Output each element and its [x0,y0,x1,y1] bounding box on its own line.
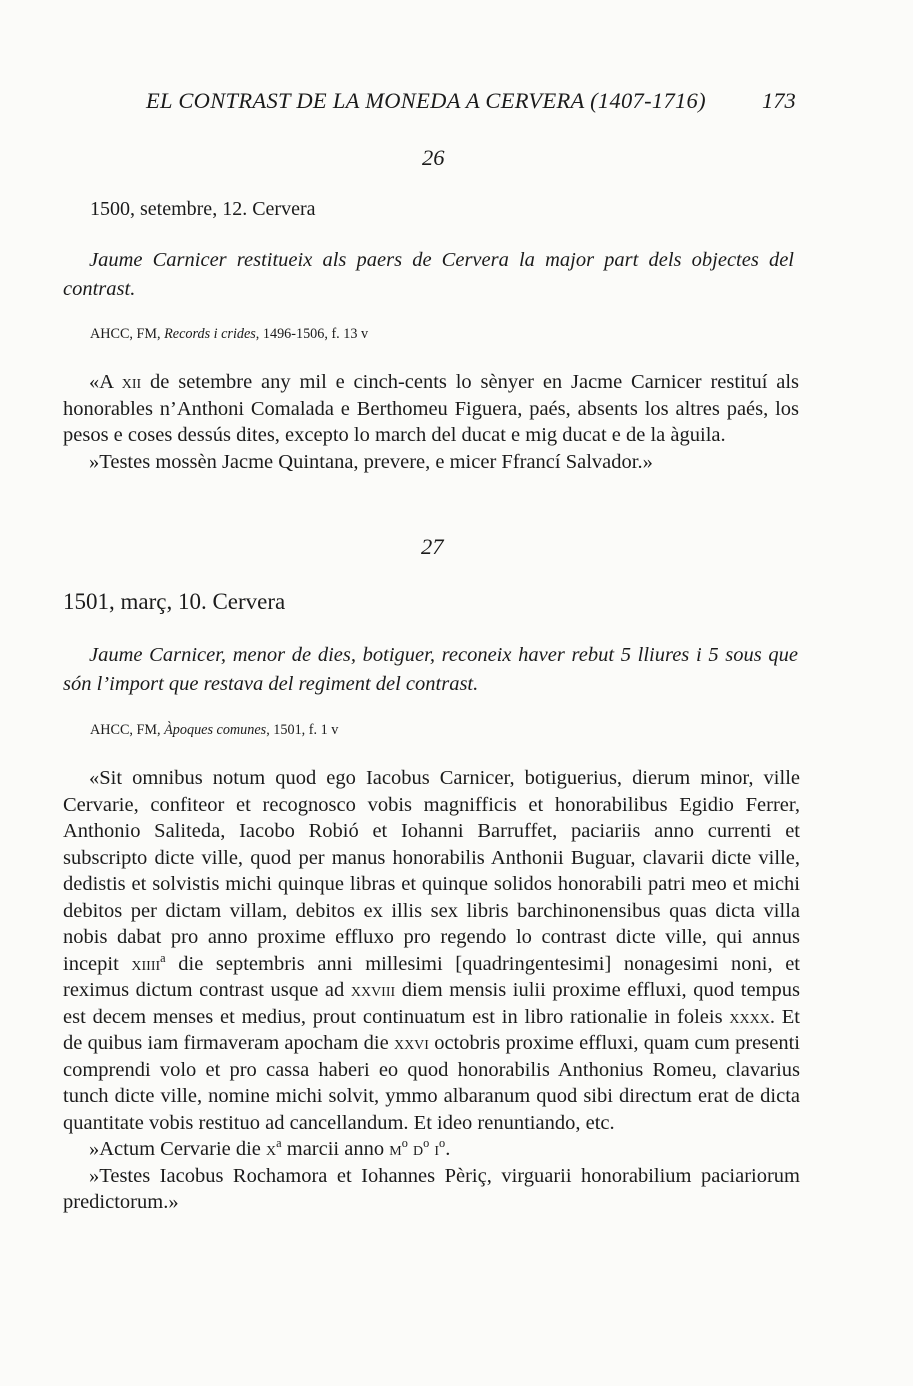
source-suffix: , 1501, f. 1 v [266,722,339,738]
source-suffix: , 1496-1506, f. 13 v [255,326,369,342]
document-date-26: 1500, setembre, 12. Cervera [90,198,316,220]
document-number-26: 26 [422,145,445,170]
source-prefix: AHCC, FM, [90,326,165,342]
source-title: Records i crides [164,326,256,342]
body-paragraph: «Sit omnibus notum quod ego Iacobus Carnicer, botiguerius, dierum minor, ville Cervarie, confiteor et recognosco vobis magnifficis et honorabilibus Egidio Ferrer, Anthonio Saliteda, Iacobo Robió et Iohanni Barruffet, paciariis anno currenti et subscripto dicte ville, quod per manus honorabilis Anthonii Buguar, clavarii dicte ville, dedistis et solvistis michi quinque libras et quinque solidos honorabili patri meo et michi debitos per dictam villam, debitos ex illis sex libris barchinonensibus quas dicta villa nobis dabat pro anno proxime effluxo pro regendo lo contrast dicte ville, qui annus incepit xiiii$^a$ die septembris anni millesimi [quadringentesimi] nonagesimi noni, et reximus dictum contrast usque ad xxviii diem mensis iulii proxime effluxi, quod tempus est decem menses et medius, prout continuatum est in libro rationalie in foleis xxxx. Et de quibus iam firmaveram apocham die xxvi octobris proxime effluxi, quam cum presenti comprendi volo et pro cassa haberi eo quod honorabilis Anthonius Romeu, clavarius tunch dicte ville, nomine michi solvit, ymmo albaranum quod sibi directum erat de dicta quantitate vobis restituo ad cancellandum. Et ideo renuntiando, etc. [63,767,800,1134]
document-source-26 [90,326,368,343]
source-title: Àpoques comunes [164,722,267,738]
body-paragraph: »Actum Cervarie die $x^a$ marcii anno $m^o$ $d^o$ $i^o$. [89,1136,451,1160]
document-summary-26: Jaume Carnicer restitueix als paers de Cervera la major part dels objectes del contrast. [63,249,794,300]
document-date-27: 1501, març, 10. Cervera [63,589,286,614]
body-paragraph: »Testes Iacobus Rochamora et Iohannes Pèriç, virguarii honorabilium paciariorum predictorum.» [63,1164,800,1213]
document-number-27: 27 [421,534,444,559]
source-prefix: AHCC, FM, [90,722,165,738]
document-body-26 [63,369,799,475]
document-source-27 [90,722,338,739]
document-body-27 [63,765,800,1216]
page-number: 173 [762,88,796,113]
running-title: EL CONTRAST DE LA MONEDA A CERVERA (1407-1716) [146,88,706,113]
body-paragraph: »Testes mossèn Jacme Quintana, prevere, e micer Ffrancí Salvador.» [89,450,653,473]
body-paragraph: «A xii de setembre any mil e cinch-cents lo sènyer en Jacme Carnicer restituí als honorables n’Anthoni Comalada e Berthomeu Figuera, paés, absents los altres paés, los pesos e coses dessús dites, excepto lo march del ducat e mig ducat e de la àguila. [63,371,799,446]
document-summary-27: Jaume Carnicer, menor de dies, botiguer, reconeix haver rebut 5 lliures i 5 sous que són l’import que restava del regiment del contrast. [63,644,798,695]
